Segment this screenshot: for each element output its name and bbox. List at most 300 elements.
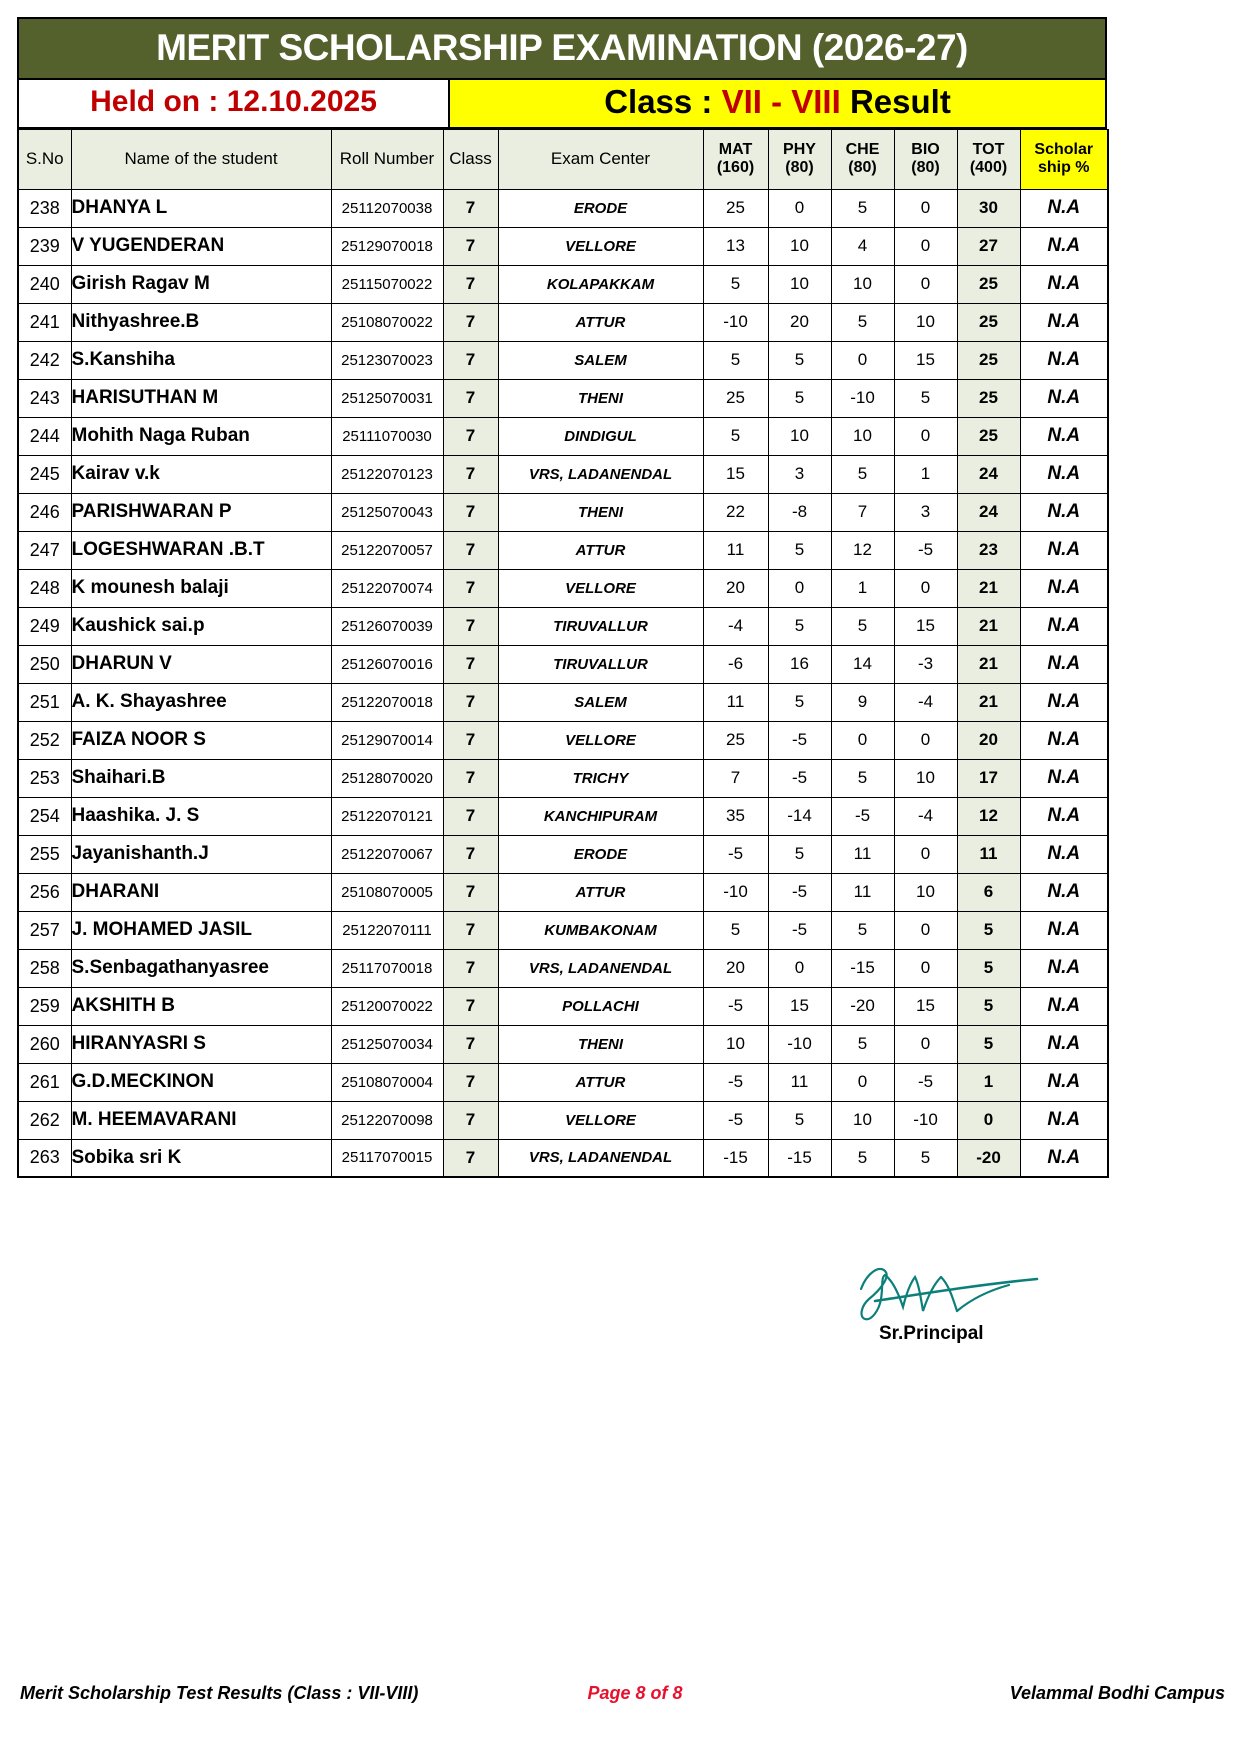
cell-total-score: 11 [957,835,1020,873]
cell-total-score: 20 [957,721,1020,759]
cell-roll-number: 25112070038 [331,189,443,227]
cell-bio-score: 10 [894,873,957,911]
cell-class: 7 [443,265,498,303]
cell-scholarship-percent: N.A [1020,569,1108,607]
col-header-che-max: (80) [848,159,877,177]
table-row [18,493,1108,531]
cell-sno: 240 [18,265,71,303]
cell-che-score: -5 [831,797,894,835]
cell-student-name: Shaihari.B [71,759,331,797]
cell-sno: 263 [18,1139,71,1177]
cell-mat-score: 7 [703,759,768,797]
table-row [18,531,1108,569]
cell-total-score: 24 [957,455,1020,493]
footer-document-title: Merit Scholarship Test Results (Class : VII-VIII) [20,1683,419,1703]
cell-phy-score: -10 [768,1025,831,1063]
cell-mat-score: 20 [703,949,768,987]
document-body [17,17,1107,1178]
page-footer [20,1683,1225,1704]
cell-che-score: 5 [831,759,894,797]
cell-scholarship-percent: N.A [1020,607,1108,645]
cell-exam-center: THENI [498,1025,703,1063]
cell-exam-center: VRS, LADANENDAL [498,455,703,493]
cell-class: 7 [443,379,498,417]
cell-scholarship-percent: N.A [1020,645,1108,683]
cell-student-name: PARISHWARAN P [71,493,331,531]
cell-che-score: -15 [831,949,894,987]
cell-roll-number: 25120070022 [331,987,443,1025]
cell-student-name: HIRANYASRI S [71,1025,331,1063]
cell-scholarship-percent: N.A [1020,227,1108,265]
cell-bio-score: 0 [894,835,957,873]
table-row [18,1025,1108,1063]
cell-roll-number: 25126070016 [331,645,443,683]
cell-sno: 251 [18,683,71,721]
cell-student-name: S.Senbagathanyasree [71,949,331,987]
cell-roll-number: 25128070020 [331,759,443,797]
cell-che-score: 9 [831,683,894,721]
cell-che-score: 5 [831,303,894,341]
col-header-sno-label: S.No [25,149,64,169]
cell-scholarship-percent: N.A [1020,189,1108,227]
cell-sno: 261 [18,1063,71,1101]
cell-che-score: 10 [831,417,894,455]
cell-che-score: 0 [831,721,894,759]
cell-total-score: 25 [957,379,1020,417]
cell-bio-score: 0 [894,721,957,759]
cell-roll-number: 25122070123 [331,455,443,493]
results-table [17,129,1109,1179]
table-body [18,189,1108,1177]
cell-bio-score: 0 [894,911,957,949]
cell-class: 7 [443,645,498,683]
cell-bio-score: 5 [894,1139,957,1177]
cell-sno: 243 [18,379,71,417]
cell-mat-score: 25 [703,189,768,227]
cell-scholarship-percent: N.A [1020,759,1108,797]
cell-class: 7 [443,1025,498,1063]
cell-roll-number: 25123070023 [331,341,443,379]
cell-che-score: 11 [831,835,894,873]
cell-class: 7 [443,189,498,227]
col-header-sno [18,129,71,189]
cell-scholarship-percent: N.A [1020,417,1108,455]
cell-phy-score: -5 [768,873,831,911]
col-header-center-label: Exam Center [550,149,651,169]
cell-student-name: FAIZA NOOR S [71,721,331,759]
cell-bio-score: 0 [894,1025,957,1063]
cell-phy-score: 0 [768,949,831,987]
cell-total-score: 0 [957,1101,1020,1139]
cell-bio-score: 5 [894,379,957,417]
cell-phy-score: 3 [768,455,831,493]
cell-student-name: Kairav v.k [71,455,331,493]
cell-mat-score: 25 [703,379,768,417]
cell-class: 7 [443,797,498,835]
cell-mat-score: 20 [703,569,768,607]
cell-scholarship-percent: N.A [1020,911,1108,949]
col-header-mat [703,129,768,189]
cell-phy-score: 0 [768,569,831,607]
cell-roll-number: 25122070067 [331,835,443,873]
cell-class: 7 [443,341,498,379]
cell-scholarship-percent: N.A [1020,493,1108,531]
cell-total-score: 5 [957,1025,1020,1063]
subtitle-row [17,80,1107,129]
cell-sno: 245 [18,455,71,493]
cell-class: 7 [443,911,498,949]
cell-class: 7 [443,1139,498,1177]
col-header-bio [894,129,957,189]
cell-class: 7 [443,607,498,645]
cell-bio-score: -3 [894,645,957,683]
cell-phy-score: 15 [768,987,831,1025]
cell-mat-score: 22 [703,493,768,531]
cell-scholarship-percent: N.A [1020,987,1108,1025]
cell-student-name: Sobika sri K [71,1139,331,1177]
cell-total-score: 1 [957,1063,1020,1101]
cell-class: 7 [443,303,498,341]
col-header-name [71,129,331,189]
table-row [18,911,1108,949]
cell-total-score: 27 [957,227,1020,265]
cell-mat-score: -5 [703,1101,768,1139]
cell-roll-number: 25115070022 [331,265,443,303]
cell-phy-score: -5 [768,759,831,797]
cell-exam-center: SALEM [498,683,703,721]
cell-sno: 257 [18,911,71,949]
cell-exam-center: TIRUVALLUR [498,607,703,645]
cell-scholarship-percent: N.A [1020,949,1108,987]
cell-che-score: 10 [831,265,894,303]
cell-class: 7 [443,721,498,759]
cell-exam-center: VELLORE [498,1101,703,1139]
cell-mat-score: 25 [703,721,768,759]
cell-che-score: -20 [831,987,894,1025]
cell-exam-center: KOLAPAKKAM [498,265,703,303]
cell-student-name: LOGESHWARAN .B.T [71,531,331,569]
cell-class: 7 [443,949,498,987]
cell-che-score: 10 [831,1101,894,1139]
cell-scholarship-percent: N.A [1020,455,1108,493]
cell-student-name: A. K. Shayashree [71,683,331,721]
cell-student-name: Girish Ragav M [71,265,331,303]
cell-roll-number: 25126070039 [331,607,443,645]
cell-scholarship-percent: N.A [1020,265,1108,303]
cell-bio-score: 10 [894,303,957,341]
cell-total-score: 5 [957,949,1020,987]
cell-mat-score: 5 [703,341,768,379]
cell-exam-center: DINDIGUL [498,417,703,455]
cell-phy-score: 20 [768,303,831,341]
cell-total-score: 12 [957,797,1020,835]
table-row [18,607,1108,645]
cell-student-name: K mounesh balaji [71,569,331,607]
footer-campus-name: Velammal Bodhi Campus [1009,1683,1225,1703]
cell-mat-score: 5 [703,417,768,455]
cell-phy-score: -15 [768,1139,831,1177]
cell-bio-score: 0 [894,569,957,607]
col-header-name-label: Name of the student [124,149,278,169]
table-row [18,227,1108,265]
cell-bio-score: 15 [894,987,957,1025]
cell-scholarship-percent: N.A [1020,721,1108,759]
table-row [18,341,1108,379]
cell-exam-center: ERODE [498,835,703,873]
cell-class: 7 [443,1063,498,1101]
cell-mat-score: -5 [703,987,768,1025]
cell-roll-number: 25117070015 [331,1139,443,1177]
table-row [18,949,1108,987]
cell-total-score: -20 [957,1139,1020,1177]
cell-class: 7 [443,569,498,607]
table-row [18,303,1108,341]
cell-sno: 255 [18,835,71,873]
table-row [18,265,1108,303]
col-header-center [498,129,703,189]
cell-student-name: DHARUN V [71,645,331,683]
cell-exam-center: VELLORE [498,569,703,607]
cell-phy-score: 10 [768,227,831,265]
cell-exam-center: ATTUR [498,531,703,569]
cell-bio-score: 0 [894,949,957,987]
cell-sno: 262 [18,1101,71,1139]
cell-student-name: Kaushick sai.p [71,607,331,645]
col-header-tot [957,129,1020,189]
col-header-tot-label: TOT [972,140,1005,158]
cell-bio-score: -5 [894,531,957,569]
cell-student-name: Mohith Naga Ruban [71,417,331,455]
cell-class: 7 [443,835,498,873]
col-header-scholarship [1020,129,1108,189]
cell-che-score: 1 [831,569,894,607]
cell-class: 7 [443,455,498,493]
cell-che-score: 0 [831,1063,894,1101]
cell-sno: 258 [18,949,71,987]
col-header-bio-max: (80) [911,159,940,177]
cell-phy-score: 11 [768,1063,831,1101]
cell-roll-number: 25125070034 [331,1025,443,1063]
cell-che-score: 5 [831,911,894,949]
cell-phy-score: 16 [768,645,831,683]
cell-sno: 256 [18,873,71,911]
cell-che-score: 5 [831,1025,894,1063]
col-header-scholarship-label: Scholar [1034,140,1094,158]
col-header-roll [331,129,443,189]
cell-che-score: 7 [831,493,894,531]
cell-sno: 246 [18,493,71,531]
cell-bio-score: 0 [894,417,957,455]
cell-total-score: 25 [957,341,1020,379]
cell-mat-score: -10 [703,873,768,911]
table-row [18,455,1108,493]
cell-scholarship-percent: N.A [1020,835,1108,873]
cell-total-score: 24 [957,493,1020,531]
cell-roll-number: 25108070022 [331,303,443,341]
cell-mat-score: -15 [703,1139,768,1177]
cell-mat-score: 35 [703,797,768,835]
table-row [18,683,1108,721]
cell-mat-score: 11 [703,683,768,721]
table-row [18,759,1108,797]
cell-phy-score: -14 [768,797,831,835]
col-header-mat-label: MAT [718,140,753,158]
cell-exam-center: ERODE [498,189,703,227]
cell-bio-score: 0 [894,227,957,265]
col-header-class-label: Class [449,149,492,169]
table-header-row [18,129,1108,189]
cell-exam-center: POLLACHI [498,987,703,1025]
cell-roll-number: 25122070098 [331,1101,443,1139]
cell-class: 7 [443,227,498,265]
table-row [18,987,1108,1025]
cell-mat-score: 10 [703,1025,768,1063]
cell-sno: 242 [18,341,71,379]
cell-class: 7 [443,417,498,455]
cell-scholarship-percent: N.A [1020,531,1108,569]
cell-mat-score: -6 [703,645,768,683]
cell-bio-score: 15 [894,341,957,379]
cell-sno: 253 [18,759,71,797]
cell-student-name: DHANYA L [71,189,331,227]
table-row [18,1101,1108,1139]
cell-sno: 241 [18,303,71,341]
table-row [18,1139,1108,1177]
col-header-bio-label: BIO [911,140,940,158]
cell-phy-score: 5 [768,341,831,379]
cell-phy-score: 5 [768,835,831,873]
cell-total-score: 5 [957,987,1020,1025]
cell-phy-score: -8 [768,493,831,531]
cell-total-score: 6 [957,873,1020,911]
cell-scholarship-percent: N.A [1020,1063,1108,1101]
cell-bio-score: 0 [894,265,957,303]
cell-roll-number: 25122070074 [331,569,443,607]
cell-mat-score: 5 [703,265,768,303]
class-result-label [450,80,1105,127]
cell-roll-number: 25125070031 [331,379,443,417]
cell-che-score: 12 [831,531,894,569]
cell-phy-score: -5 [768,911,831,949]
cell-bio-score: 1 [894,455,957,493]
cell-phy-score: -5 [768,721,831,759]
cell-class: 7 [443,1101,498,1139]
cell-student-name: M. HEEMAVARANI [71,1101,331,1139]
cell-mat-score: -5 [703,835,768,873]
page-title: MERIT SCHOLARSHIP EXAMINATION (2026-27) [17,17,1107,80]
cell-sno: 239 [18,227,71,265]
cell-bio-score: -5 [894,1063,957,1101]
cell-phy-score: 5 [768,1101,831,1139]
cell-student-name: DHARANI [71,873,331,911]
col-header-class [443,129,498,189]
cell-mat-score: -4 [703,607,768,645]
cell-roll-number: 25122070057 [331,531,443,569]
cell-sno: 250 [18,645,71,683]
cell-mat-score: 15 [703,455,768,493]
signature-block [845,1255,1075,1355]
cell-total-score: 21 [957,569,1020,607]
cell-bio-score: 10 [894,759,957,797]
cell-mat-score: 5 [703,911,768,949]
cell-phy-score: 5 [768,607,831,645]
cell-scholarship-percent: N.A [1020,1025,1108,1063]
cell-scholarship-percent: N.A [1020,379,1108,417]
cell-total-score: 21 [957,645,1020,683]
cell-student-name: G.D.MECKINON [71,1063,331,1101]
cell-total-score: 25 [957,265,1020,303]
cell-total-score: 25 [957,417,1020,455]
cell-total-score: 21 [957,683,1020,721]
cell-sno: 244 [18,417,71,455]
table-row [18,835,1108,873]
cell-student-name: Jayanishanth.J [71,835,331,873]
cell-roll-number: 25122070111 [331,911,443,949]
cell-total-score: 30 [957,189,1020,227]
cell-bio-score: -4 [894,683,957,721]
cell-exam-center: KANCHIPURAM [498,797,703,835]
table-row [18,645,1108,683]
cell-scholarship-percent: N.A [1020,303,1108,341]
cell-sno: 249 [18,607,71,645]
cell-total-score: 25 [957,303,1020,341]
cell-phy-score: 5 [768,531,831,569]
cell-sno: 248 [18,569,71,607]
table-row [18,189,1108,227]
cell-total-score: 23 [957,531,1020,569]
table-row [18,721,1108,759]
col-header-tot-max: (400) [969,159,1008,177]
cell-exam-center: THENI [498,379,703,417]
cell-exam-center: VELLORE [498,721,703,759]
cell-phy-score: 5 [768,379,831,417]
table-row [18,797,1108,835]
cell-che-score: -10 [831,379,894,417]
class-prefix: Class : [604,83,722,120]
cell-sno: 247 [18,531,71,569]
cell-mat-score: 13 [703,227,768,265]
cell-che-score: 5 [831,607,894,645]
cell-class: 7 [443,493,498,531]
cell-che-score: 5 [831,189,894,227]
cell-total-score: 17 [957,759,1020,797]
cell-class: 7 [443,987,498,1025]
cell-total-score: 5 [957,911,1020,949]
cell-exam-center: ATTUR [498,1063,703,1101]
cell-exam-center: TIRUVALLUR [498,645,703,683]
cell-class: 7 [443,531,498,569]
cell-scholarship-percent: N.A [1020,341,1108,379]
cell-class: 7 [443,759,498,797]
cell-class: 7 [443,683,498,721]
class-suffix: Result [840,83,951,120]
cell-roll-number: 25122070018 [331,683,443,721]
cell-che-score: 4 [831,227,894,265]
col-header-che [831,129,894,189]
cell-scholarship-percent: N.A [1020,797,1108,835]
cell-exam-center: VRS, LADANENDAL [498,1139,703,1177]
cell-che-score: 5 [831,455,894,493]
cell-che-score: 0 [831,341,894,379]
cell-phy-score: 10 [768,417,831,455]
cell-sno: 260 [18,1025,71,1063]
cell-mat-score: -5 [703,1063,768,1101]
held-on-label: Held on : 12.10.2025 [19,80,450,127]
cell-exam-center: SALEM [498,341,703,379]
cell-exam-center: ATTUR [498,303,703,341]
cell-roll-number: 25111070030 [331,417,443,455]
cell-student-name: S.Kanshiha [71,341,331,379]
